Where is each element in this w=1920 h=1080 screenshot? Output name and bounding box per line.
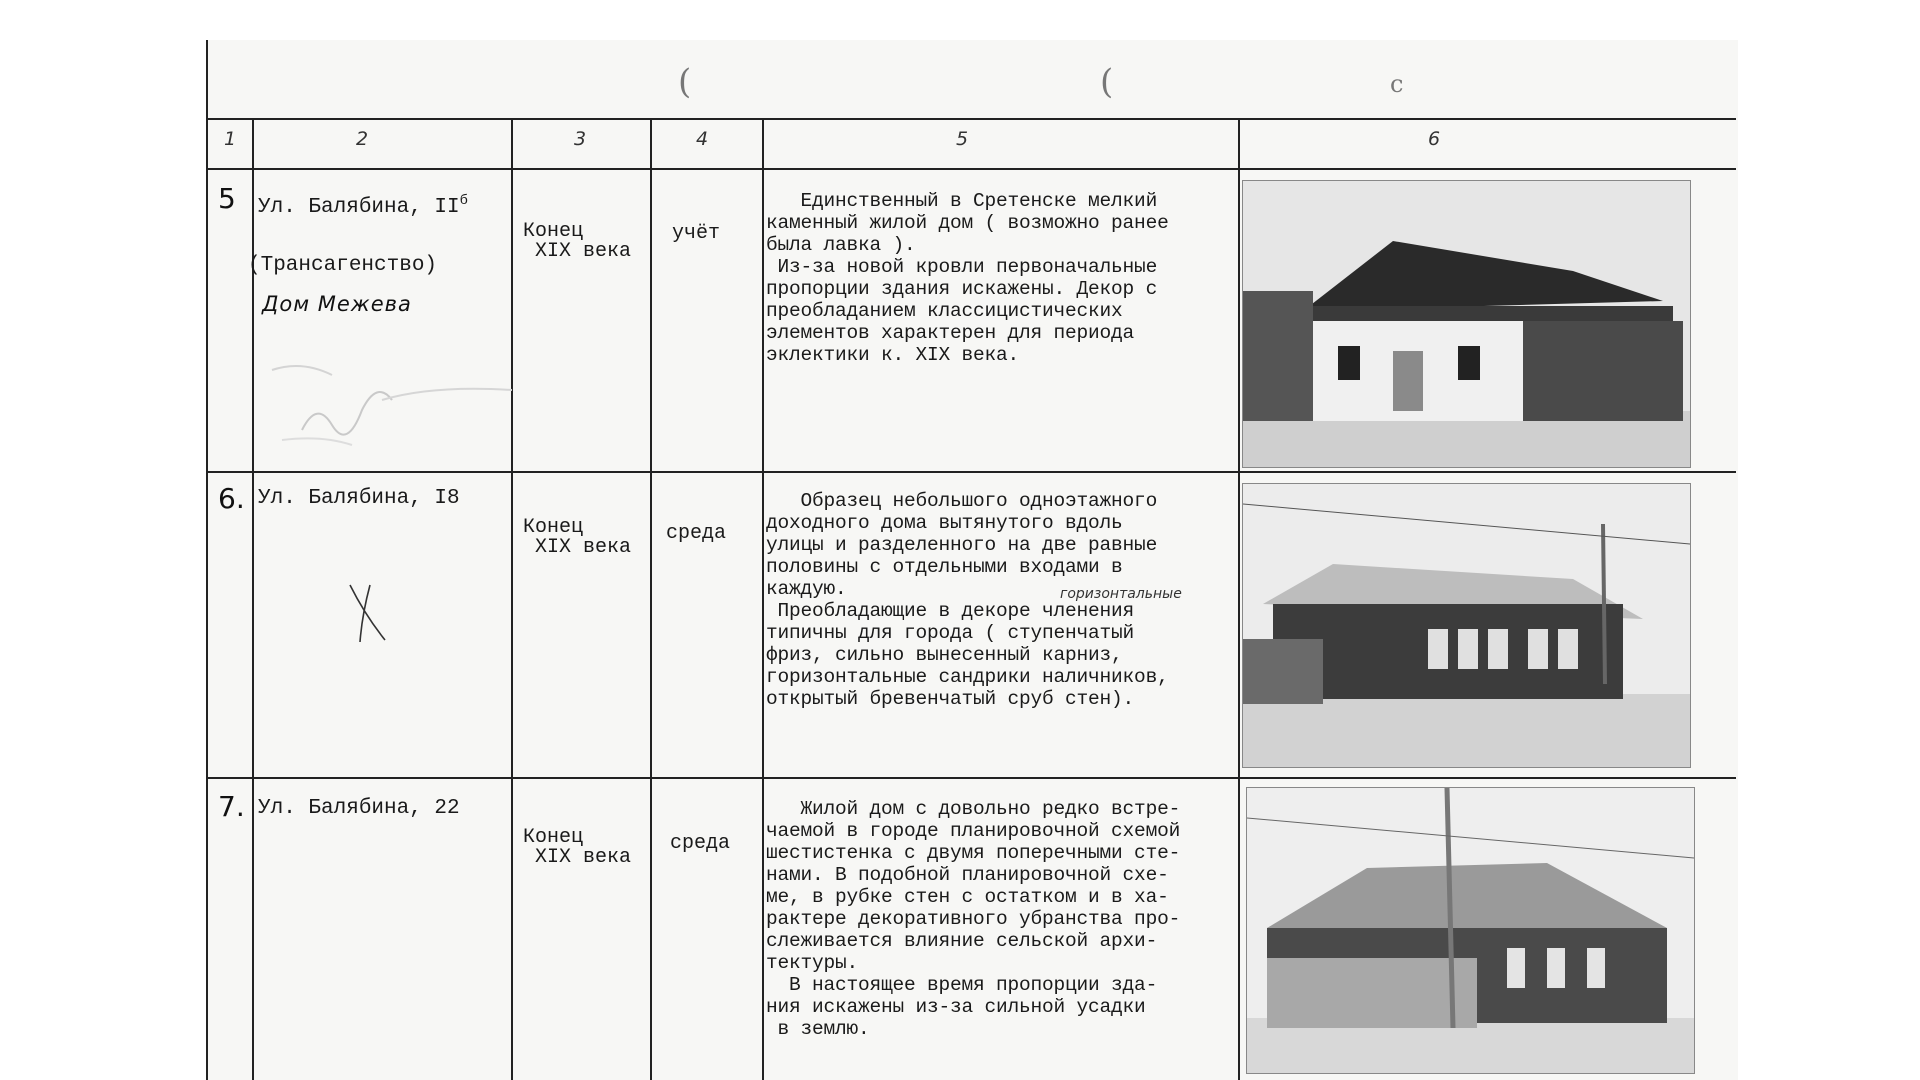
row-rule-1 [206,471,1736,473]
column-header-2: 2 [355,128,369,150]
row5-address-text: Ул. Балябина, II [258,196,460,219]
header-mark-1: ( [678,62,692,102]
row5-century: Конец XIX века [523,220,632,263]
header-row-rule [206,168,1736,170]
row6-handwritten-annotation: горизонтальные [1060,586,1182,602]
row6-address: Ул. Балябина, I8 [258,487,460,510]
row5-handwritten-note: Дом Межева [262,292,412,316]
row6-cross-mark [340,580,400,650]
row7-status: среда [670,832,731,855]
row5-address [258,188,468,221]
row5-status: учёт [672,222,721,245]
column-header-6: 6 [1427,128,1441,150]
row5-faint-pencil-marks [262,340,522,450]
column-header-1: 1 [223,128,237,150]
row-number-7: 7. [218,790,245,823]
col-divider-3 [650,118,652,1080]
row7-address: Ул. Балябина, 22 [258,797,460,820]
col-divider-5 [1238,118,1240,1080]
row-number-6: 6. [218,482,245,515]
row-number-5: 5 [218,182,236,215]
house-photo-3 [1247,788,1694,1073]
row5-description: Единственный в Сретенске мелкий каменный жилой дом ( возможно ранее была лавка ). Из-за новой кровли первоначальные пропорции здания искажены. Декор с преобладанием классицистических элементов характерен для периода эклектики к. XIX века. [766,190,1169,366]
house-photo-2 [1243,484,1690,767]
column-header-4: 4 [695,128,709,150]
col-divider-4 [762,118,764,1080]
row6-photo [1242,483,1691,768]
row5-address-sup: б [459,193,469,209]
row-rule-2 [206,777,1736,779]
row6-century: Конец XIX века [523,516,632,559]
header-mark-3: c [1390,70,1404,98]
row5-photo [1242,180,1691,468]
row7-description: Жилой дом с довольно редко встре- чаемой в городе планировочной схемой шестистенка с двумя поперечными сте- нами. В подобной планировочной схе- ме, в рубке стен с остатком и в ха- рактере декоративного убранства про- слеживается влияние сельской архи- тектуры. В настоящее время пропорции зда- ния искажены из-за сильной усадки в землю. [766,798,1181,1040]
row7-century: Конец XIX века [523,826,632,869]
house-photo-1 [1243,181,1690,467]
row6-status: среда [666,522,727,545]
column-header-3: 3 [573,128,587,150]
col-divider-2 [511,118,513,1080]
row7-photo [1246,787,1695,1074]
row6-description: Образец небольшого одноэтажного доходного дома вытянутого вдоль улицы и разделенного на две равные половины с отдельными входами в каждую. Преобладающие в декоре членения типичны для города ( ступенчатый фриз, сильно вынесенный карниз, горизонтальные сандрики наличников, открытый бревенчатый сруб стен). [766,490,1169,710]
table-top-rule [206,118,1736,120]
header-mark-2: ( [1100,62,1114,102]
row5-address-note: (Трансагенство) [248,254,438,277]
column-header-5: 5 [955,128,969,150]
